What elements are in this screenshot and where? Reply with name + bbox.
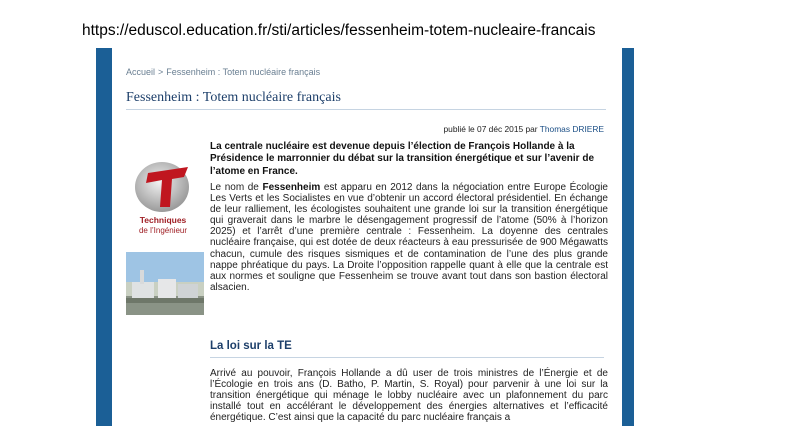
- fessenheim-plant-photo: [126, 252, 204, 315]
- breadcrumb-separator: >: [158, 67, 164, 77]
- page-title: Fessenheim : Totem nucléaire français: [126, 90, 341, 105]
- breadcrumb-current[interactable]: Fessenheim : Totem nucléaire français: [166, 67, 321, 77]
- author-link[interactable]: Thomas DRIERE: [539, 124, 604, 134]
- paragraph-1-start: Le nom de: [210, 182, 263, 193]
- article-screenshot: [96, 48, 634, 426]
- title-divider: [126, 109, 606, 110]
- publication-info: [444, 124, 604, 134]
- logo-line2: de l’Ingénieur: [138, 226, 188, 235]
- paragraph-1-bold: Fessenheim: [262, 182, 321, 193]
- page-side-band-right: [622, 48, 634, 426]
- breadcrumb: [126, 67, 320, 77]
- page-side-band-left: [96, 48, 112, 426]
- article-content: [112, 48, 622, 426]
- article-lede: La centrale nucléaire est devenue depuis l’élection de François Hollande à la Présidence le marronnier du débat sur la transition énergétique et sur l’avenir de l’atome en France.: [210, 141, 595, 177]
- published-date: publié le 07 déc 2015 par: [443, 124, 538, 134]
- techniques-ingenieur-logo: [126, 155, 200, 237]
- logo-line1: Techniques: [139, 215, 187, 225]
- article-paragraph-1: [210, 182, 608, 293]
- slide-url: https://eduscol.education.fr/sti/articles/fessenheim-totem-nucleaire-francais: [82, 22, 596, 39]
- section-heading: La loi sur la TE: [210, 340, 292, 352]
- article-paragraph-2: Arrivé au pouvoir, François Hollande a dû user de trois ministres de l’Énergie et de l’Écologie en trois ans (D. Batho, P. Martin, S. Royal) pour parvenir à une loi sur la transition énergétique qui ménage le lobby nucléaire avec un plafonnement du parc installé tout en accélérant le développement des énergies alternatives et l’efficacité énergétique. C’est ainsi que la capacité du parc nucléaire français a: [210, 368, 608, 424]
- breadcrumb-home-link[interactable]: Accueil: [126, 67, 156, 77]
- paragraph-1-rest: est apparu en 2012 dans la négociation entre Europe Écologie Les Verts et les Socialistes en vue d’obtenir un accord électoral présidentiel. En échange de leur ralliement, les écologistes souhaitent une grande loi sur la transition énergétique qui graverait dans le marbre le désengagement progressif de l’atome (50% à l’horizon 2025) et l’arrêt d’une première centrale : Fessenheim. La doyenne des centrales nucléaire française, qui est dotée de deux réacteurs à eau pressurisée de 900 Mégawatts chacun, cumule des risques sismiques et de contamination de l’une des plus grande nappe phréatique du pays. La Droite l’opposition rappelle quant à elle que la centrale est aux normes et souligne que Fessenheim se trouve avant tout dans son bastion électoral alsacien.: [210, 182, 608, 293]
- logo-emblem-icon: [126, 155, 200, 215]
- section-divider: [210, 357, 604, 358]
